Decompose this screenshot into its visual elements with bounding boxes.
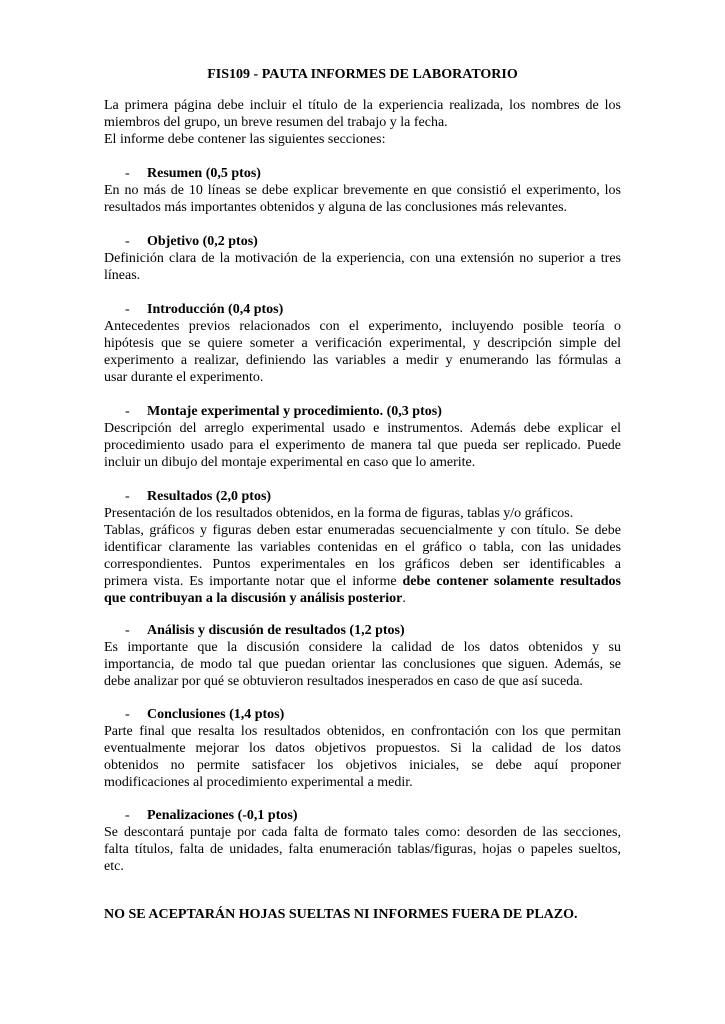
section-body-introduccion bbox=[104, 318, 621, 386]
body-line: debe analizar por qué se obtuvieron resultados inesperados en caso de que así suceda. bbox=[104, 674, 583, 689]
section-title: Conclusiones (1,4 ptos) bbox=[147, 707, 285, 722]
intro-paragraph bbox=[104, 97, 621, 148]
section-heading-penalizaciones bbox=[125, 807, 297, 824]
body-line: importancia, de modo tal que puedan orientar las conclusiones que siguen. Además, se bbox=[104, 657, 621, 672]
body-line-mixed bbox=[104, 590, 621, 607]
body-line: correspondientes. Puntos experimentales en los gráficos deben ser identificables a bbox=[104, 557, 621, 572]
list-dash: - bbox=[125, 489, 130, 504]
body-line: resultados más importantes obtenidos y alguna de las conclusiones más relevantes. bbox=[104, 200, 568, 215]
body-line: Antecedentes previos relacionados con el experimento, incluyendo posible teoría o bbox=[104, 319, 621, 334]
list-dash: - bbox=[125, 166, 130, 181]
section-body-conclusiones bbox=[104, 723, 621, 791]
section-body-analisis bbox=[104, 639, 621, 690]
body-line: incluir un dibujo del montaje experimental en caso que lo amerite. bbox=[104, 455, 476, 470]
body-line: hipótesis que se quiere someter a verificación experimental, y descripción simple del bbox=[104, 336, 621, 351]
body-line: Parte final que resalta los resultados obtenidos, en confrontación con los que permitan bbox=[104, 724, 621, 739]
section-title: Penalizaciones (-0,1 ptos) bbox=[147, 808, 298, 823]
body-line-mixed bbox=[104, 573, 621, 590]
section-body-penalizaciones bbox=[104, 824, 621, 875]
body-line: Es importante que la discusión considere la calidad de los datos obtenidos y su bbox=[104, 640, 621, 655]
section-title: Introducción (0,4 ptos) bbox=[147, 302, 284, 317]
section-body-objetivo bbox=[104, 250, 621, 284]
list-dash: - bbox=[125, 234, 130, 249]
list-dash: - bbox=[125, 623, 130, 638]
emphasis-text: debe contener solamente resultados bbox=[402, 574, 621, 589]
list-dash: - bbox=[125, 404, 130, 419]
section-title: Resumen (0,5 ptos) bbox=[147, 166, 261, 181]
body-line: Presentación de los resultados obtenidos, en la forma de figuras, tablas y/o gráficos. bbox=[104, 506, 574, 521]
final-notice: NO SE ACEPTARÁN HOJAS SUELTAS NI INFORMES FUERA DE PLAZO. bbox=[104, 907, 578, 922]
body-line: Tablas, gráficos y figuras deben estar enumeradas secuencialmente y con título. Se debe bbox=[104, 523, 621, 538]
emphasis-text: que contribuyan a la discusión y análisis posterior bbox=[104, 591, 403, 606]
body-line: identificar claramente las variables contenidas en el gráfico o tabla, con las unidades bbox=[104, 540, 621, 555]
section-heading-resultados bbox=[125, 488, 271, 505]
body-line: etc. bbox=[104, 859, 124, 874]
section-heading-montaje bbox=[125, 403, 442, 420]
document-title: FIS109 - PAUTA INFORMES DE LABORATORIO bbox=[207, 67, 518, 82]
list-dash: - bbox=[125, 302, 130, 317]
section-title: Montaje experimental y procedimiento. (0,3 ptos) bbox=[147, 404, 442, 419]
body-line: líneas. bbox=[104, 268, 141, 283]
body-line: obtenidos no permite satisfacer los objetivos iniciales, se debe aquí proponer bbox=[104, 758, 621, 773]
section-title: Análisis y discusión de resultados (1,2 ptos) bbox=[147, 623, 405, 638]
section-heading-conclusiones bbox=[125, 706, 284, 723]
intro-line: El informe debe contener las siguientes secciones: bbox=[104, 132, 386, 147]
body-line: Definición clara de la motivación de la experiencia, con una extensión no superior a tres bbox=[104, 251, 621, 266]
body-text: . bbox=[402, 591, 406, 606]
list-dash: - bbox=[125, 707, 130, 722]
section-heading-analisis bbox=[125, 622, 405, 639]
body-text: primera vista. Es importante notar que el informe bbox=[104, 574, 403, 589]
body-line: modificaciones al procedimiento experimental a medir. bbox=[104, 775, 413, 790]
body-line: falta títulos, falta de unidades, falta enumeración tablas/figuras, hojas o papeles sueltos, bbox=[104, 842, 621, 857]
section-title: Resultados (2,0 ptos) bbox=[147, 489, 272, 504]
section-heading-resumen bbox=[125, 165, 261, 182]
section-title: Objetivo (0,2 ptos) bbox=[147, 234, 258, 249]
intro-line: miembros del grupo, un breve resumen del trabajo y la fecha. bbox=[104, 115, 448, 130]
body-line: Se descontará puntaje por cada falta de formato tales como: desorden de las secciones, bbox=[104, 825, 621, 840]
section-heading-objetivo bbox=[125, 233, 258, 250]
body-line: En no más de 10 líneas se debe explicar brevemente en que consistió el experimento, los bbox=[104, 183, 621, 198]
body-line: usar durante el experimento. bbox=[104, 370, 264, 385]
body-line: Descripción del arreglo experimental usado e instrumentos. Además debe explicar el bbox=[104, 421, 621, 436]
section-body-montaje bbox=[104, 420, 621, 471]
section-body-resumen bbox=[104, 182, 621, 216]
section-heading-introduccion bbox=[125, 301, 283, 318]
body-line: experimento a realizar, definiendo las variables a medir y enumerando las fórmulas a bbox=[104, 353, 621, 368]
body-line: eventualmente mejorar los datos objetivos propuestos. Si la calidad de los datos bbox=[104, 741, 621, 756]
body-line: procedimiento usado para el experimento de manera tal que pueda ser replicado. Puede bbox=[104, 438, 621, 453]
intro-line: La primera página debe incluir el título de la experiencia realizada, los nombres de los bbox=[104, 98, 621, 113]
list-dash: - bbox=[125, 808, 130, 823]
section-body-resultados bbox=[104, 505, 621, 607]
